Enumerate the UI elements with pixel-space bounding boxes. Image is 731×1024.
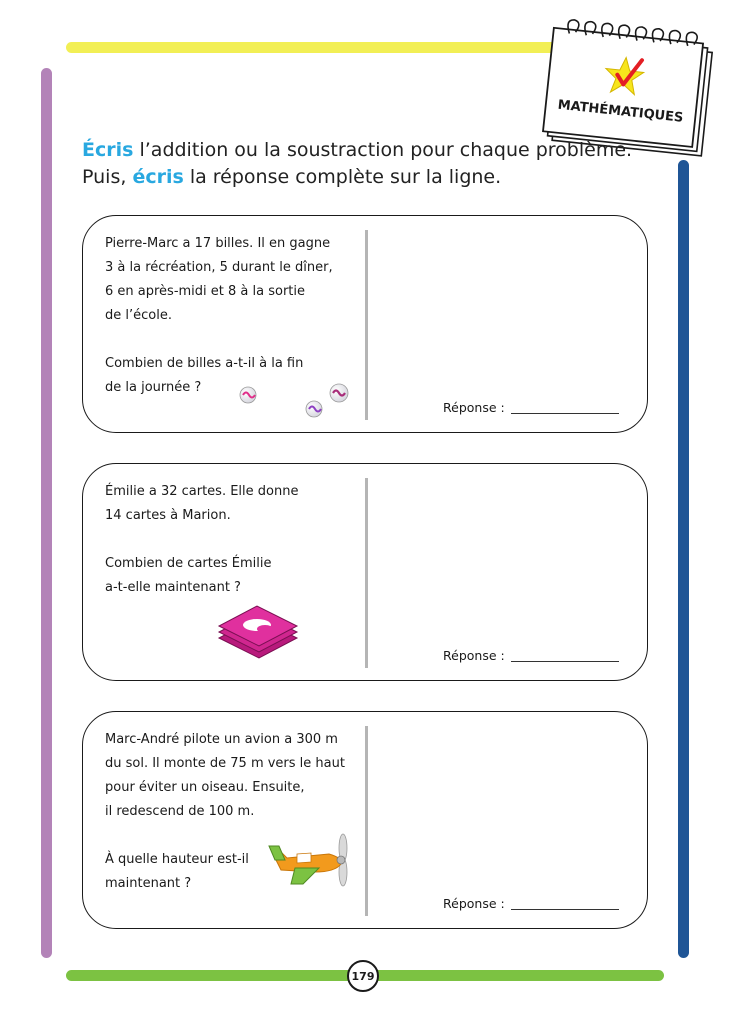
question-line: de la journée ? bbox=[105, 380, 202, 395]
problem-card-3 bbox=[82, 711, 648, 929]
page-number: 179 bbox=[347, 960, 379, 992]
problem-line: Pierre-Marc a 17 billes. Il en gagne bbox=[105, 236, 331, 251]
cards-icon bbox=[215, 604, 299, 664]
right-decor-bar bbox=[678, 160, 689, 958]
answer-line[interactable] bbox=[511, 661, 619, 662]
problem-line: 6 en après-midi et 8 à la sortie bbox=[105, 284, 306, 299]
top-decor-bar bbox=[66, 42, 576, 53]
question-line: À quelle hauteur est-il bbox=[105, 852, 249, 867]
left-decor-bar bbox=[41, 68, 52, 958]
answer-label: Réponse : bbox=[443, 648, 505, 663]
problem-line: du sol. Il monte de 75 m vers le haut bbox=[105, 756, 345, 771]
instruction-keyword-1: Écris bbox=[82, 139, 134, 161]
answer-line[interactable] bbox=[511, 909, 619, 910]
marbles-icon bbox=[233, 381, 353, 421]
problem-line: pour éviter un oiseau. Ensuite, bbox=[105, 780, 305, 795]
instructions bbox=[82, 137, 642, 191]
answer-field[interactable] bbox=[443, 400, 619, 415]
answer-line[interactable] bbox=[511, 413, 619, 414]
card-divider bbox=[365, 230, 368, 420]
problem-card-2 bbox=[82, 463, 648, 681]
instruction-text-2: la réponse complète sur la ligne. bbox=[183, 166, 502, 188]
problem-line: Émilie a 32 cartes. Elle donne bbox=[105, 484, 299, 499]
question-line: Combien de cartes Émilie bbox=[105, 556, 272, 571]
question-line: a-t-elle maintenant ? bbox=[105, 580, 241, 595]
answer-field[interactable] bbox=[443, 896, 619, 911]
airplane-icon bbox=[265, 832, 351, 888]
badge-label: MATHÉMATIQUES bbox=[556, 97, 684, 126]
problem-line: 14 cartes à Marion. bbox=[105, 508, 231, 523]
question-line: maintenant ? bbox=[105, 876, 192, 891]
problem-text bbox=[105, 480, 365, 600]
card-divider bbox=[365, 726, 368, 916]
problem-card-1 bbox=[82, 215, 648, 433]
problem-text bbox=[105, 232, 365, 400]
problem-line: il redescend de 100 m. bbox=[105, 804, 255, 819]
answer-label: Réponse : bbox=[443, 400, 505, 415]
question-line: Combien de billes a-t-il à la fin bbox=[105, 356, 304, 371]
answer-field[interactable] bbox=[443, 648, 619, 663]
card-divider bbox=[365, 478, 368, 668]
problem-line: de l’école. bbox=[105, 308, 172, 323]
instruction-text-1: l’addition ou la soustraction pour chaque problème. Puis, bbox=[82, 139, 633, 188]
problem-line: 3 à la récréation, 5 durant le dîner, bbox=[105, 260, 333, 275]
problem-line: Marc-André pilote un avion a 300 m bbox=[105, 732, 338, 747]
instruction-keyword-2: écris bbox=[132, 166, 184, 188]
answer-label: Réponse : bbox=[443, 896, 505, 911]
